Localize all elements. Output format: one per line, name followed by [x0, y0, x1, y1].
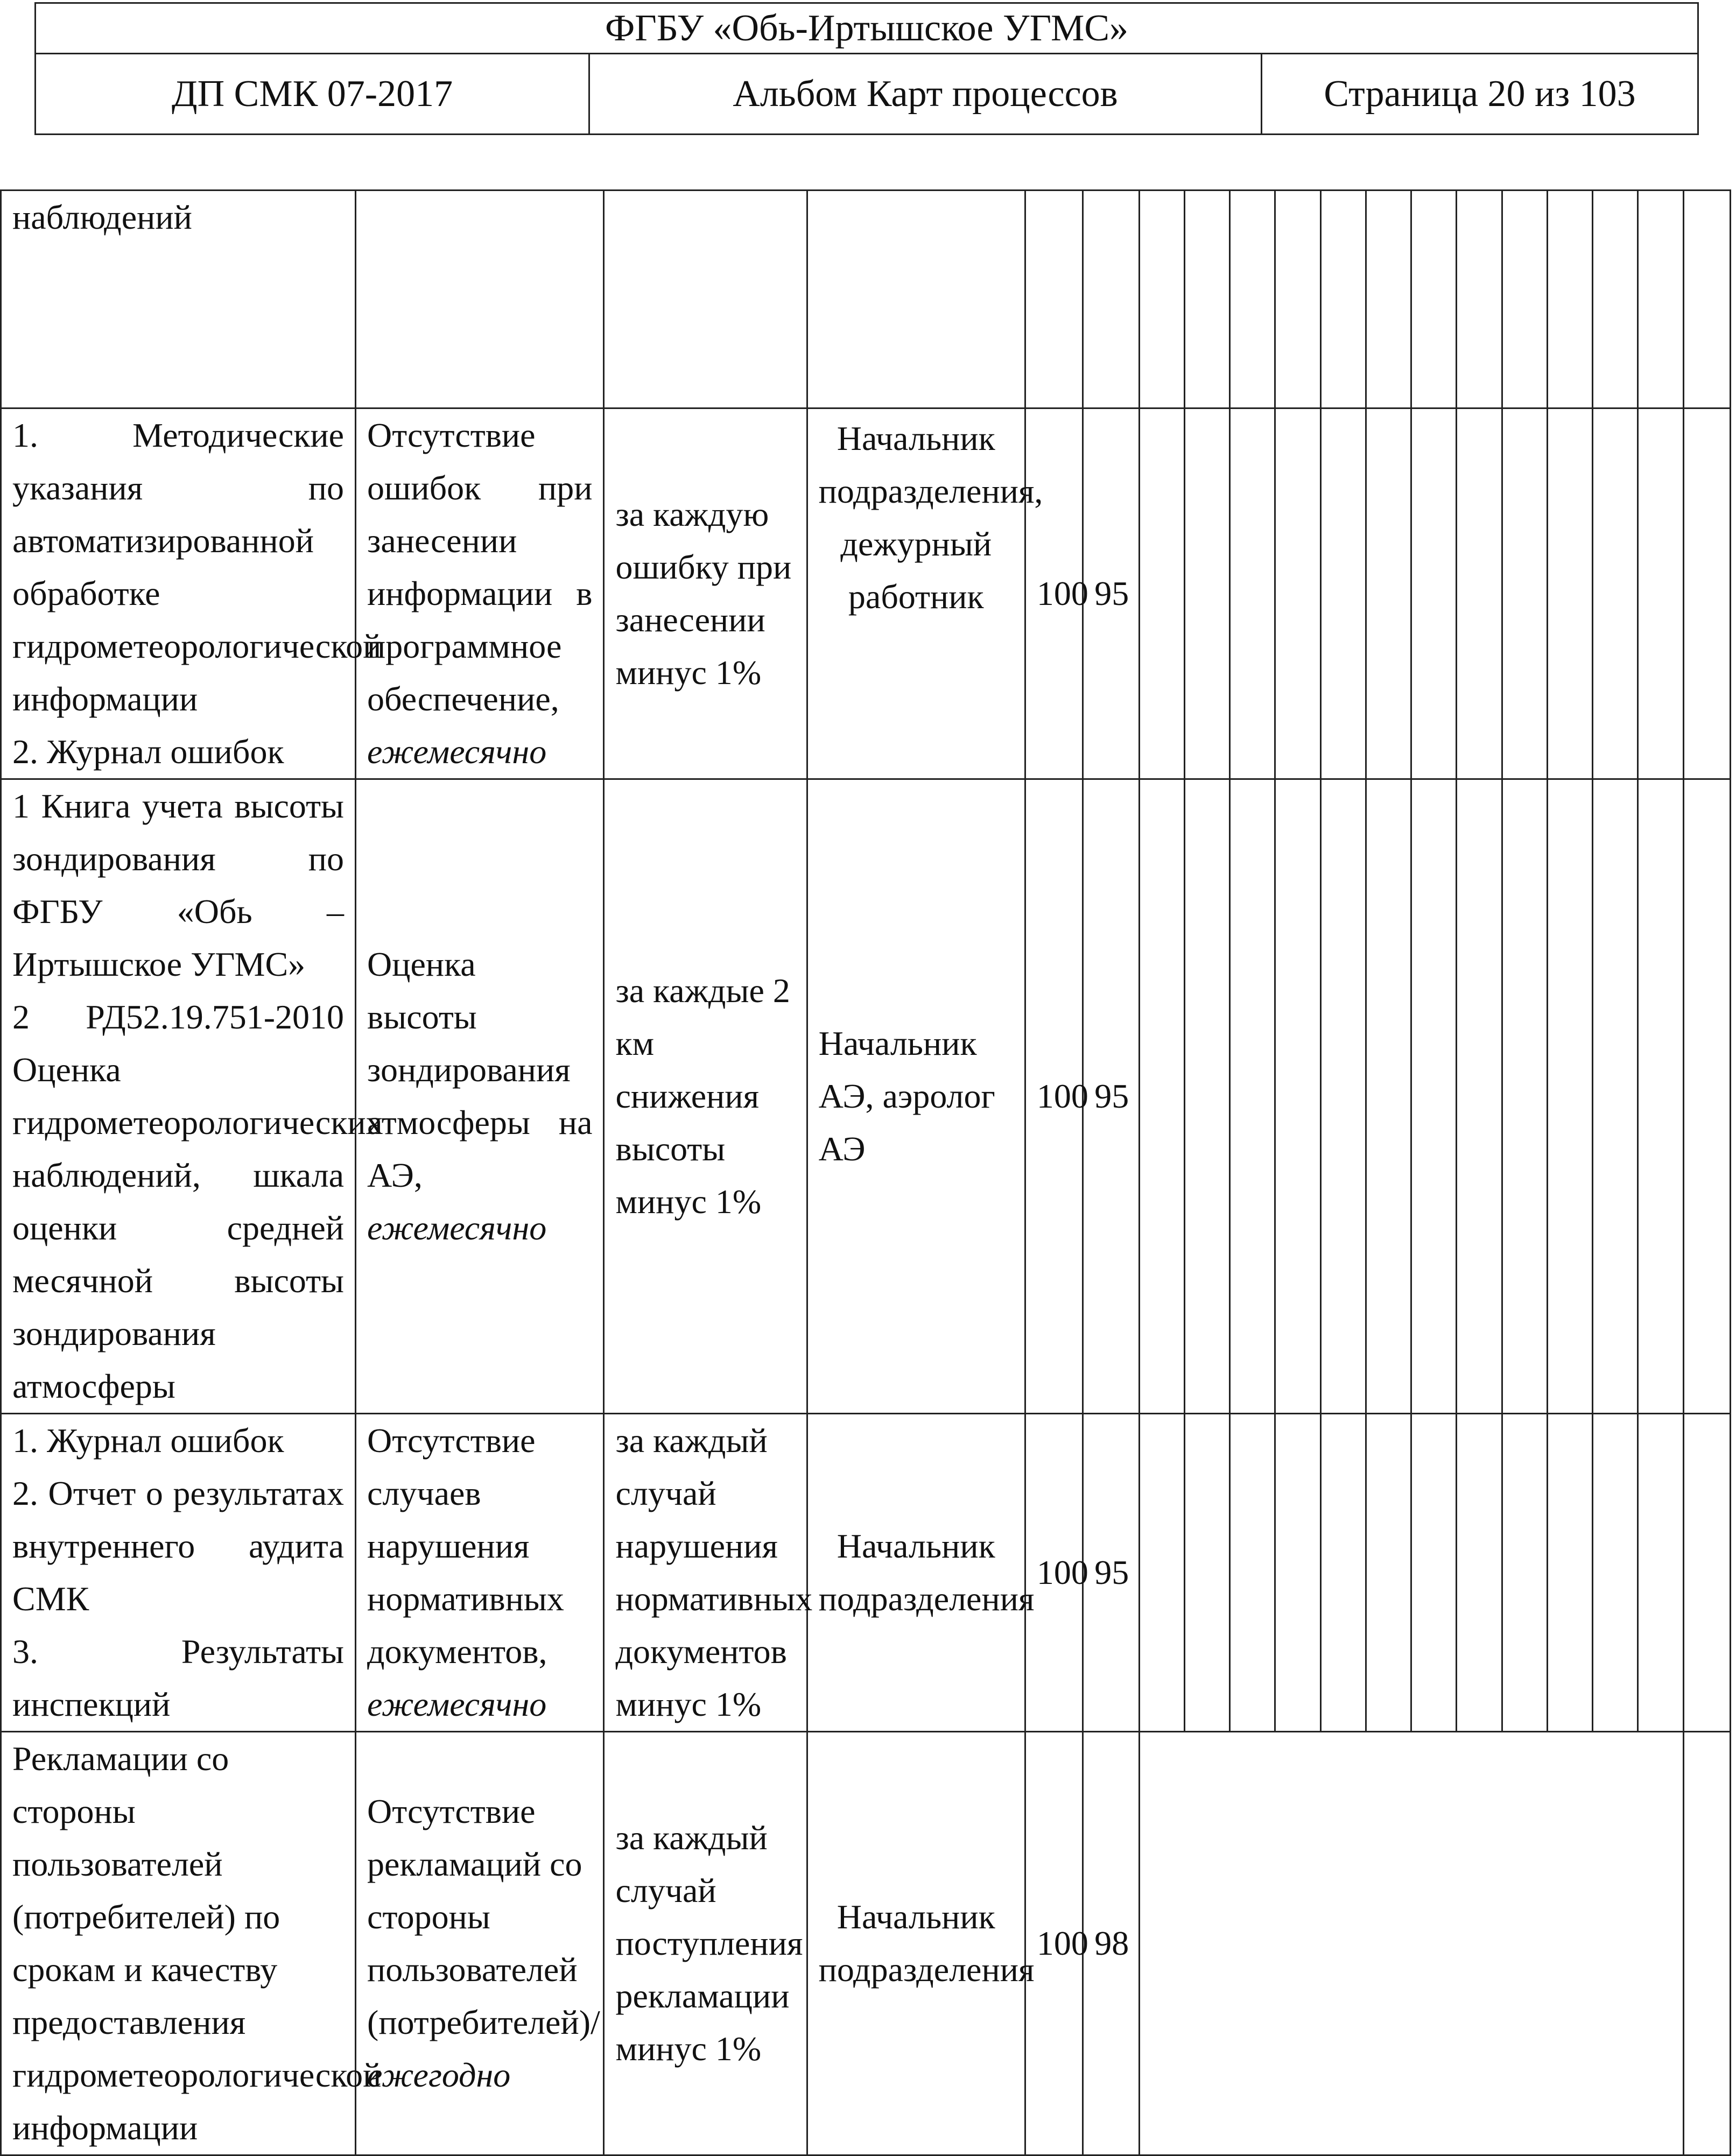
max-value: 100	[1025, 779, 1083, 1414]
target-value: 98	[1083, 1732, 1139, 2155]
target-value: 95	[1083, 1414, 1139, 1732]
criterion-text: Отсутствие ошибок при занесении информации в программное обеспечение,	[367, 416, 593, 718]
source-cell	[1, 408, 382, 779]
document-header	[34, 2, 1699, 135]
criterion-cell	[356, 408, 604, 779]
criterion-text: Отсутствие случаев нарушения нормативных документов,	[367, 1421, 564, 1671]
criterion-text: Оценка высоты зондирования атмосферы на АЭ,	[367, 945, 593, 1194]
source-line: 1 Книга учета высоты зондирования по ФГБУ «Обь – Иртышское УГМС»	[12, 787, 345, 983]
source-line: 2 РД52.19.751-2010 Оценка гидрометеорологических наблюдений, шкала оценки средней месячной высоты зондирования атмосферы	[12, 998, 383, 1405]
criterion-cell	[356, 1414, 604, 1732]
source-line: 1. Методические указания по автоматизированной обработке гидрометеорологической информации	[12, 416, 382, 718]
responsible-cell: Начальник подразделения	[807, 1414, 1025, 1732]
period-text: ежемесячно	[367, 732, 547, 771]
source-cell: Рекламации со стороны пользователей (потребителей) по срокам и качеству предоставления гидрометеорологической информации	[1, 1732, 356, 2155]
period-text: ежемесячно	[367, 1685, 547, 1723]
penalty-cell: за каждую ошибку при занесении минус 1%	[604, 408, 807, 779]
table-row	[1, 1414, 1731, 1732]
target-value: 95	[1083, 408, 1139, 779]
max-value: 100	[1025, 408, 1083, 779]
source-line: 2. Журнал ошибок	[12, 732, 284, 771]
max-value: 100	[1025, 1732, 1083, 2155]
criterion-cell	[356, 779, 604, 1414]
penalty-cell: за каждый случай поступления рекламации минус 1%	[604, 1732, 807, 2155]
responsible-cell: Начальник подразделения, дежурный работник	[807, 408, 1025, 779]
source-line: 3. Результаты инспекций	[12, 1632, 345, 1723]
responsible-cell: Начальник подразделения	[807, 1732, 1025, 2155]
table-row	[1, 779, 1731, 1414]
source-cell	[1, 1414, 356, 1732]
source-line: 1. Журнал ошибок	[12, 1421, 284, 1460]
source-cell: наблюдений	[1, 191, 356, 408]
responsible-cell: Начальник АЭ, аэролог АЭ	[807, 779, 1025, 1414]
process-map-table	[0, 189, 1731, 2156]
source-cell	[1, 779, 383, 1414]
source-line: 2. Отчет о результатах внутреннего аудита СМК	[12, 1474, 345, 1618]
table-row	[1, 408, 1731, 779]
criterion-cell	[356, 1732, 604, 2155]
penalty-cell: за каждый случай нарушения нормативных документов минус 1%	[604, 1414, 807, 1732]
album-title: Альбом Карт процессов	[589, 54, 1262, 135]
max-value: 100	[1025, 1414, 1083, 1732]
organization-name: ФГБУ «Обь-Иртышское УГМС»	[36, 3, 1698, 54]
penalty-cell: за каждые 2 км снижения высоты минус 1%	[604, 779, 807, 1414]
page-number: Страница 20 из 103	[1262, 54, 1698, 135]
document-code: ДП СМК 07-2017	[36, 54, 589, 135]
period-text: ежемесячно	[367, 1209, 547, 1247]
target-value: 95	[1083, 779, 1139, 1414]
table-row	[1, 1732, 1731, 2155]
table-row	[1, 191, 1731, 408]
period-text: ежегодно	[367, 2056, 511, 2094]
criterion-text: Отсутствие рекламаций со стороны пользователей (потребителей)/	[367, 1792, 600, 2041]
